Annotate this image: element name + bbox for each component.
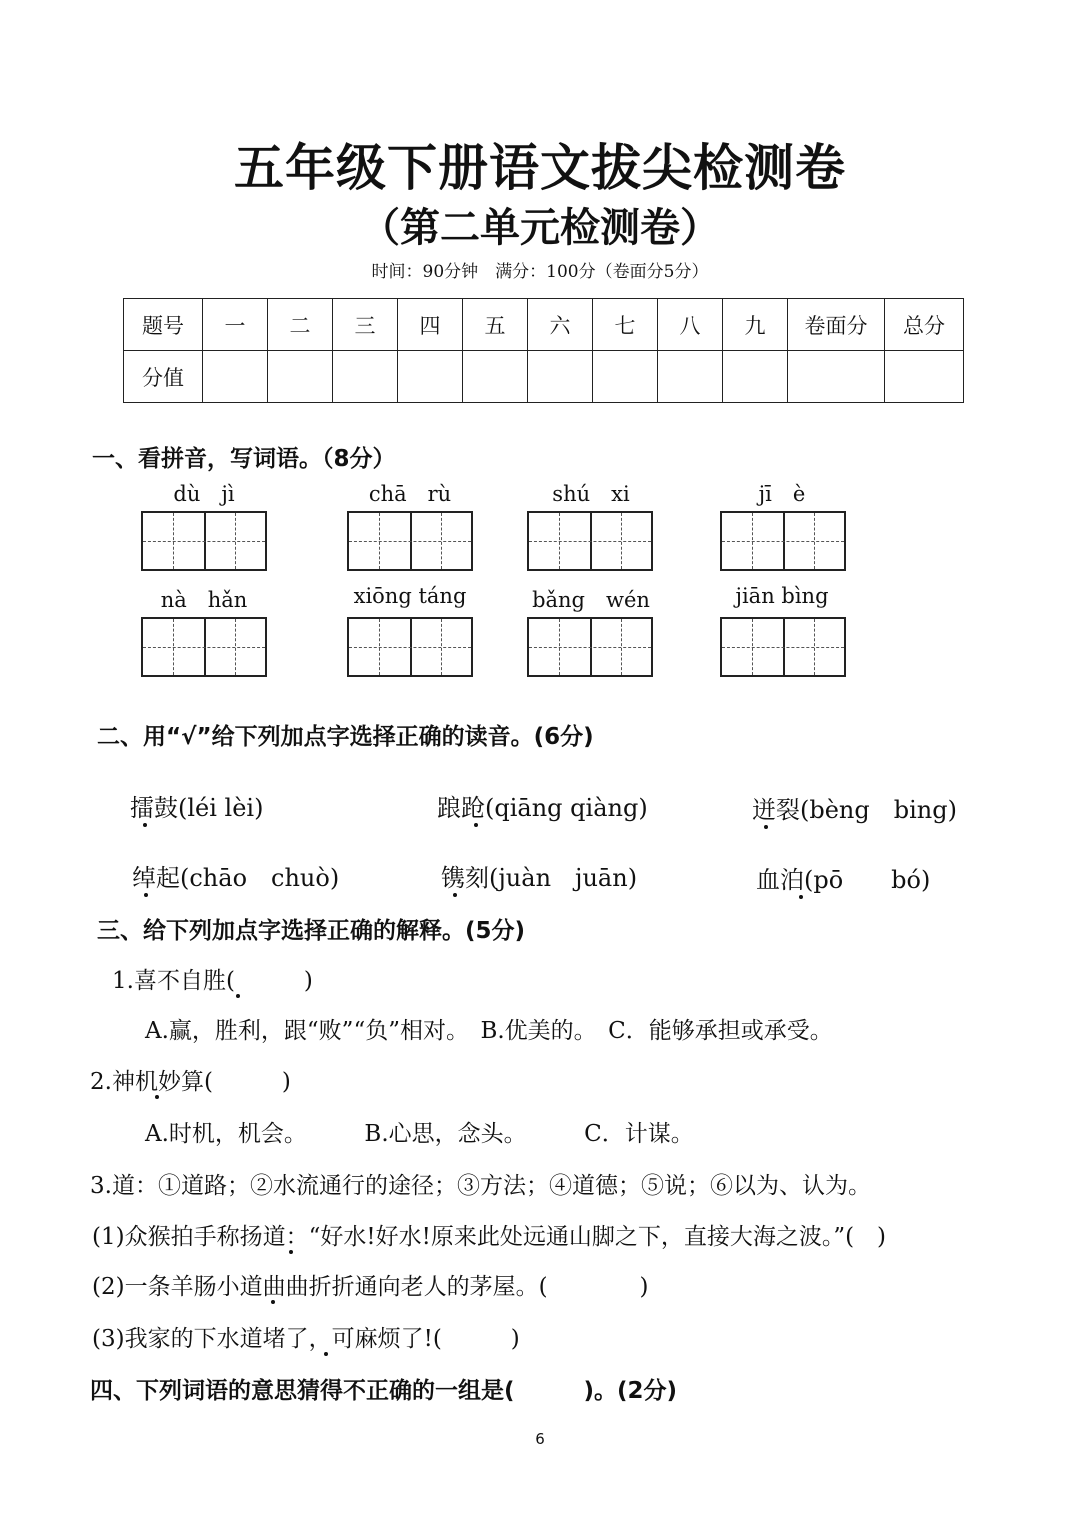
emphasis-dot [799, 895, 803, 899]
score-col-4: 四 [398, 299, 463, 351]
score-col-total: 总分 [885, 299, 964, 351]
score-cell[interactable] [593, 351, 658, 403]
question-3: 3.道：①道路；②水流通行的途径；③方法；④道德；⑤说；⑥以为、认为。 [90, 1173, 871, 1199]
question-3-1: (1)众猴拍手称扬道：“好水!好水!原来此处远通山脚之下，直接大海之波。”( ) [92, 1224, 887, 1250]
pronunciation-item: 擂鼓(léi lèi) [130, 794, 264, 822]
page-title: 五年级下册语文拔尖检测卷 [234, 139, 846, 197]
score-cell[interactable] [333, 351, 398, 403]
emphasis-dot [144, 893, 148, 897]
score-col-8: 八 [658, 299, 723, 351]
writing-grid[interactable] [527, 511, 653, 571]
score-cell[interactable] [203, 351, 268, 403]
pronunciation-item: 镌刻(juàn juān) [441, 864, 638, 892]
writing-grid[interactable] [527, 617, 653, 677]
score-col-7: 七 [593, 299, 658, 351]
writing-grid[interactable] [347, 617, 473, 677]
pronunciation-item: 绰起(chāo chuò) [132, 864, 340, 892]
emphasis-dot [324, 1352, 328, 1356]
emphasis-dot [453, 893, 457, 897]
pinyin-label: jī è [758, 482, 806, 506]
emphasis-dot [764, 825, 768, 829]
emphasis-dot [143, 823, 147, 827]
section4-heading: 四、下列词语的意思猜得不正确的一组是( )。(2分) [90, 1378, 678, 1404]
writing-grid[interactable] [347, 511, 473, 571]
score-col-9: 九 [723, 299, 788, 351]
pinyin-label: jiān bìng [735, 584, 829, 608]
pinyin-label: nà hǎn [160, 588, 248, 612]
emphasis-dot [236, 994, 240, 998]
pronunciation-item: 踉跄(qiāng qiàng) [437, 794, 648, 822]
question-3-3: (3)我家的下水道堵了，可麻烦了!( ) [92, 1326, 520, 1352]
score-col-5: 五 [463, 299, 528, 351]
score-table [123, 298, 964, 403]
pinyin-label: bǎng wén [532, 588, 650, 612]
writing-grid[interactable] [141, 617, 267, 677]
pronunciation-item: 迸裂(bèng bing) [752, 796, 957, 824]
page-number: 6 [535, 1430, 545, 1448]
score-col-3: 三 [333, 299, 398, 351]
pinyin-label: xiōng táng [353, 584, 467, 608]
score-cell[interactable] [463, 351, 528, 403]
score-cell[interactable] [658, 351, 723, 403]
score-cell[interactable] [268, 351, 333, 403]
score-col-6: 六 [528, 299, 593, 351]
writing-grid[interactable] [141, 511, 267, 571]
score-col-neatness: 卷面分 [788, 299, 885, 351]
score-table-header-label: 题号 [124, 299, 203, 351]
pronunciation-item: 血泊(pō bó) [756, 866, 931, 894]
section1-heading: 一、看拼音，写词语。（8分） [92, 446, 396, 472]
question-2: 2.神机妙算( ) [90, 1069, 291, 1095]
emphasis-dot [155, 1095, 159, 1099]
score-cell[interactable] [398, 351, 463, 403]
writing-grid[interactable] [720, 617, 846, 677]
emphasis-dot [289, 1250, 293, 1254]
score-col-1: 一 [203, 299, 268, 351]
page-subtitle: （第二单元检测卷） [360, 205, 720, 251]
pinyin-label: shú xi [552, 482, 630, 506]
score-table-value-label: 分值 [124, 351, 203, 403]
question-2-options: A.时机，机会。 B.心思，念头。 C．计谋。 [145, 1121, 694, 1147]
section2-heading: 二、用“√”给下列加点字选择正确的读音。(6分) [97, 724, 594, 750]
section3-heading: 三、给下列加点字选择正确的解释。(5分) [97, 918, 526, 944]
question-1-options: A.赢，胜利，跟“败”“负”相对。 B.优美的。 C．能够承担或承受。 [145, 1018, 833, 1044]
question-3-2: (2)一条羊肠小道曲曲折折通向老人的茅屋。( ) [92, 1274, 649, 1300]
score-col-2: 二 [268, 299, 333, 351]
score-cell[interactable] [723, 351, 788, 403]
pinyin-label: chā rù [368, 482, 452, 506]
question-1: 1.喜不自胜( ) [112, 968, 313, 994]
emphasis-dot [271, 1300, 275, 1304]
score-cell[interactable] [788, 351, 885, 403]
pinyin-label: dù jì [173, 482, 235, 506]
writing-grid[interactable] [720, 511, 846, 571]
exam-meta: 时间：90分钟 满分：100分（卷面分5分） [371, 262, 709, 282]
score-cell[interactable] [528, 351, 593, 403]
emphasis-dot [474, 823, 478, 827]
score-cell[interactable] [885, 351, 964, 403]
